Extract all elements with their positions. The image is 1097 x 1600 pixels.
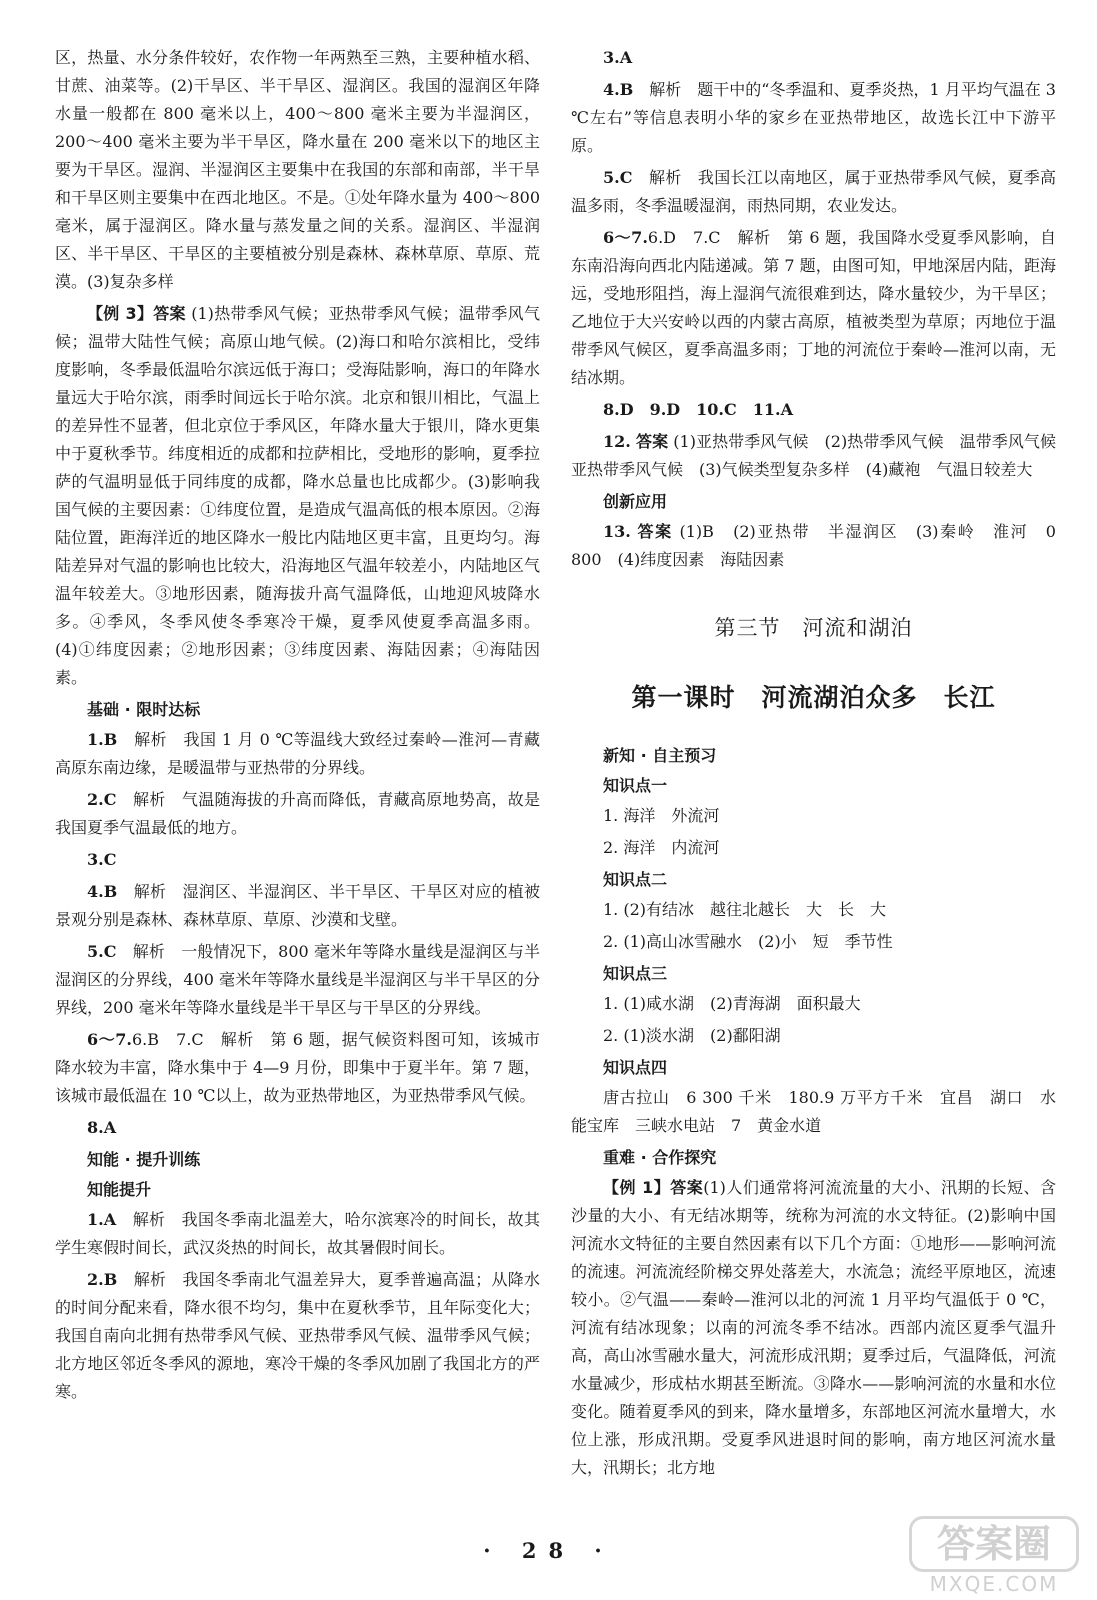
section-new-heading: 新知 · 自主预习 <box>603 746 717 765</box>
lesson-title: 第一课时 河流湖泊众多 长江 <box>631 683 996 712</box>
knowledge-point-2: 知识点二 <box>603 870 668 889</box>
kp2-item-2: 2. (1)高山冰雪融水 (2)小 短 季节性 <box>603 932 893 951</box>
example-1 <box>571 1174 1056 1482</box>
basic-item-1: 1.B 解析 我国 1 月 0 ℃等温线大致经过秦岭—淮河—青藏高原东南边缘，是暖温带与亚热带的分界线。 <box>55 730 540 777</box>
basic-item-3: 3.C <box>87 850 117 869</box>
knowledge-point-1: 知识点一 <box>603 776 668 795</box>
section-innovation-heading: 创新应用 <box>603 492 668 511</box>
page-number: · 28 · <box>483 1538 614 1563</box>
basic-item-4: 4.B 解析 湿润区、半湿润区、半干旱区、干旱区对应的植被景观分别是森林、森林草原、草原、沙漠和戈壁。 <box>55 882 540 929</box>
section-skill-subheading: 知能提升 <box>87 1180 152 1199</box>
skill-item-2: 2.B 解析 我国冬季南北气温差异大，夏季普遍高温；从降水的时间分配来看，降水很不均匀，集中在夏秋季节，且年际变化大；我国自南向北拥有热带季风气候、亚热带季风气候、温带季风气候；北方地区邻近冬季风的源地，寒冷干燥的冬季风加剧了我国北方的严寒。 <box>55 1270 540 1401</box>
skill-item-4: 4.B 解析 题干中的“冬季温和、夏季炎热，1 月平均气温在 3 ℃左右”等信息表明小华的家乡在亚热带地区，故选长江中下游平原。 <box>571 80 1056 155</box>
section-basic-heading: 基础 · 限时达标 <box>87 700 201 719</box>
example-3-answer-label: 答案 <box>153 304 186 323</box>
skill-item-1: 1.A 解析 我国冬季南北温差大，哈尔滨寒冷的时间长，故其学生寒假时间长，武汉炎热的时间长，故其暑假时间长。 <box>55 1210 540 1257</box>
skill-item-12: 12. 答案 (1)亚热带季风气候 (2)热带季风气候 温带季风气候 亚热带季风气候 (3)气候类型复杂多样 (4)藏袍 气温日较差大 <box>571 432 1073 479</box>
basic-item-2: 2.C 解析 气温随海拔的升高而降低，青藏高原地势高，故是我国夏季气温最低的地方。 <box>55 790 540 837</box>
basic-item-6-7: 6～7.6.B 7.C 解析 第 6 题，据气候资料图可知，该城市降水较为丰富，降水集中于 4—9 月份，即集中于夏半年。第 7 题，该城市最低温在 10 ℃以上，故为亚热带地区，为亚热带季风气候。 <box>55 1030 540 1105</box>
basic-item-5: 5.C 解析 一般情况下，800 毫米年等降水量线是湿润区与半湿润区的分界线，400 毫米年等降水量线是半湿润区与半干旱区的分界线，200 毫米年等降水量线是半干旱区与干旱区的分界线。 <box>55 942 540 1017</box>
right-column <box>571 44 1073 1486</box>
left-column <box>55 44 540 1410</box>
innovation-item-13: 13. 答案 (1)B (2)亚热带 半湿润区 (3)秦岭 淮河 0 800 (4)纬度因素 海陆因素 <box>571 522 1073 569</box>
watermark-main: 答案圈 <box>909 1516 1079 1572</box>
kp2-item-1: 1. (2)有结冰 越往北越长 大 长 大 <box>603 900 887 919</box>
knowledge-point-4: 知识点四 <box>603 1058 668 1077</box>
skill-items-8-11: 8.D 9.D 10.C 11.A <box>603 400 793 419</box>
example-1-label: 【例 1】 <box>603 1178 671 1197</box>
example-1-text: (1)人们通常将河流流量的大小、汛期的长短、含沙量的大小、有无结冰期等，统称为河流的水文特征。(2)影响中国河流水文特征的主要自然因素有以下几个方面：①地形——影响河流的流速。河流流经阶梯交界处落差大，水流急；流经平原地区，流速较小。②气温——秦岭—淮河以北的河流 1 月平均气温低于 0 ℃，河流有结冰现象；以南的河流冬季不结冰。西部内流区夏季气温升高，高山冰雪融水量大，河流形成汛期；夏季过后，气温降低，河流水量减少，形成枯水期甚至断流。③降水——影响河流的水量和水位变化。随着夏季风的到来，降水量增多，东部地区河流水量增大，水位上涨，形成汛期。受夏季风进退时间的影响，南方地区河流水量大，汛期长；北方地 <box>571 1178 1056 1477</box>
skill-item-3: 3.A <box>603 48 633 67</box>
kp1-item-1: 1. 海洋 外流河 <box>603 806 720 825</box>
kp1-item-2: 2. 海洋 内流河 <box>603 838 720 857</box>
example-3-text: (1)热带季风气候；亚热带季风气候；温带季风气候；温带大陆性气候；高原山地气候。(2)海口和哈尔滨相比，受纬度影响，冬季最低温哈尔滨远低于海口；受海陆影响，海口的年降水量远大于哈尔滨，雨季时间远长于哈尔滨。北京和银川相比，气温上的差异性不显著，但北京位于季风区，年降水量大于银川，降水更集中于夏秋季节。纬度相近的成都和拉萨相比，受地形的影响，夏季拉萨的气温明显低于同纬度的成都，降水总量也比成都少。(3)影响我国气候的主要因素：①纬度位置，是造成气温高低的根本原因。②海陆位置，距海洋近的地区降水一般比内陆地区更丰富，且更均匀。海陆差异对气温的影响也比较大，沿海地区气温年较差小，内陆地区气温年较差大。③地形因素，随海拔升高气温降低，山地迎风坡降水多。④季风，冬季风使冬季寒冷干燥，夏季风使夏季高温多雨。(4)①纬度因素；②地形因素；③纬度因素、海陆因素；④海陆因素。 <box>55 304 540 687</box>
watermark-sub: MXQE.COM <box>929 1572 1059 1596</box>
kp3-item-1: 1. (1)咸水湖 (2)青海湖 面积最大 <box>603 994 861 1013</box>
skill-item-5: 5.C 解析 我国长江以南地区，属于亚热带季风气候，夏季高温多雨，冬季温暖湿润，雨热同期，农业发达。 <box>571 168 1056 215</box>
kp3-item-2: 2. (1)淡水湖 (2)鄱阳湖 <box>603 1026 781 1045</box>
kp4-item-1: 唐古拉山 6 300 千米 180.9 万平方千米 宜昌 湖口 水能宝库 三峡水电站 7 黄金水道 <box>571 1088 1056 1135</box>
knowledge-point-3: 知识点三 <box>603 964 668 983</box>
section-skill-heading: 知能 · 提升训练 <box>87 1150 201 1169</box>
basic-item-8: 8.A <box>87 1118 117 1137</box>
skill-item-6-7: 6～7.6.D 7.C 解析 第 6 题，我国降水受夏季风影响，自东南沿海向西北内陆递减。第 7 题，由图可知，甲地深居内陆，距海远，受地形阻挡，海上湿润气流很难到达，降水量较少，为干旱区；乙地位于大兴安岭以西的内蒙古高原，植被类型为草原；丙地位于温带季风气候区，夏季高温多雨；丁地的河流位于秦岭—淮河以南，无结冰期。 <box>571 228 1056 387</box>
watermark-logo <box>909 1516 1079 1594</box>
section-key-heading: 重难 · 合作探究 <box>603 1148 717 1167</box>
example-3-label: 【例 3】 <box>87 304 154 323</box>
example-3 <box>55 300 540 692</box>
left-paragraph-continuation: 区，热量、水分条件较好，农作物一年两熟至三熟，主要种植水稻、甘蔗、油菜等。(2)干旱区、半干旱区、湿润区。我国的湿润区年降水量一般都在 800 毫米以上，400～800 毫米主要为半湿润区，200～400 毫米主要为半干旱区，降水量在 200 毫米以下的地区主要为干旱区。湿润、半湿润区主要集中在我国的东部和南部，半干旱和干旱区则主要集中在西北地区。不是。①处年降水量为 400～800 毫米，属于湿润区。降水量与蒸发量之间的关系。湿润区、半湿润区、半干旱区、干旱区的主要植被分别是森林、森林草原、草原、荒漠。(3)复杂多样 <box>55 48 540 291</box>
section-title: 第三节 河流和湖泊 <box>714 616 913 640</box>
example-1-answer-label: 答案 <box>670 1178 704 1197</box>
